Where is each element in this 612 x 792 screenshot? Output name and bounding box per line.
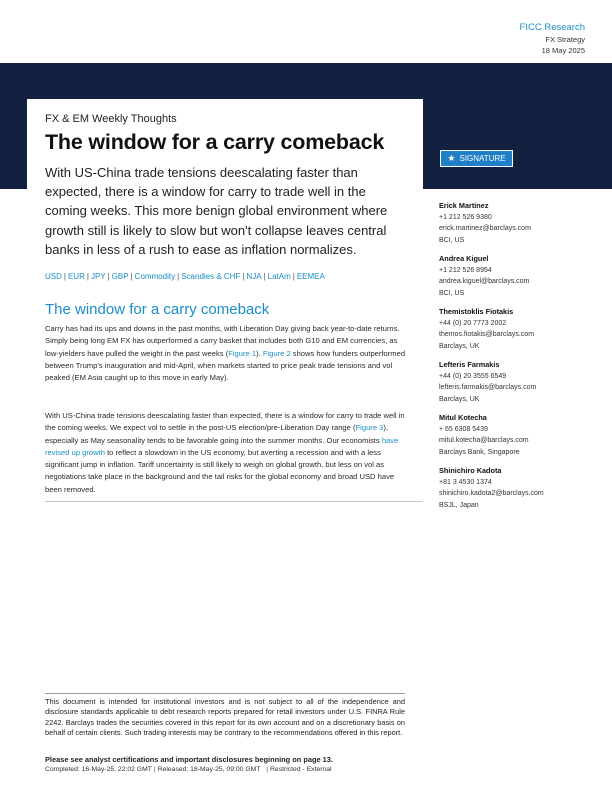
completed-timestamp: Completed: 16-May-25, 22:02 GMT — [45, 766, 152, 773]
topic-tag-link[interactable]: NJA — [246, 272, 262, 281]
strategy-label: FX Strategy — [545, 35, 585, 44]
tag-separator: | — [242, 272, 245, 281]
paragraph-text: With US-China trade tensions deescalating faster than expected, there is a window for carry to trade well in the coming weeks. We expect vol to settle in the post-US election/pre-Liberation Day range ( — [45, 411, 405, 433]
analyst-email[interactable]: mitul.kotecha@barclays.com — [439, 437, 529, 444]
topic-tag-link[interactable]: JPY — [90, 272, 106, 281]
analyst-name: Mitul Kotecha — [439, 413, 487, 422]
topic-tag-link[interactable]: Scandies & CHF — [181, 272, 241, 281]
signature-badge — [440, 150, 513, 167]
body-paragraph-1 — [45, 323, 410, 384]
topic-tag-link[interactable]: USD — [45, 272, 62, 281]
tag-separator: | — [263, 272, 266, 281]
division-label: FICC Research — [519, 22, 585, 33]
paragraph-text: ). — [256, 348, 263, 358]
tag-separator: | — [177, 272, 180, 281]
publication-meta: Completed: 16-May-25, 22:02 GMT | Released: 18-May-25, 09:00 GMT | Restricted - External — [45, 766, 332, 773]
analyst-email[interactable]: shinichiro.kadota2@barclays.com — [439, 490, 544, 497]
topic-tag-link[interactable]: Commodity — [134, 272, 176, 281]
analyst-entity: BSJL, Japan — [439, 501, 479, 509]
analyst-contacts — [439, 200, 589, 518]
topic-tag-link[interactable]: EEMEA — [296, 272, 325, 281]
analyst-name: Lefteris Farmakis — [439, 360, 500, 369]
growth-revision-link[interactable]: have revised up growth — [45, 435, 399, 457]
tag-separator: | — [292, 272, 295, 281]
paragraph-text: ), especially as May seasonality tends to be favorable going into the summer months. Our economists — [45, 423, 389, 445]
paragraph-text: to reflect a slowdown in the US economy, but averting a recession and with a less significant jump in inflation. Tariff uncertainty is still likely to weigh on global growth, but less on vol as negotiations take place in the background and the tail risks for the global economy and broad USD have been removed. — [45, 447, 395, 494]
analyst-entity: Barclays, UK — [439, 342, 480, 350]
analyst-phone: +1 212 526 9380 — [439, 213, 492, 221]
analyst-card — [439, 200, 589, 246]
classification-label: Restricted - External — [270, 766, 332, 773]
paragraph-text: shows how funders outperformed between Trump's inauguration and mid-April, when markets started to price peak trade tensions and vol peaked (EM Asia caught up to this move in early May). — [45, 348, 406, 383]
analyst-card — [439, 253, 589, 299]
paragraph-text: Carry has had its ups and downs in the past months, with Liberation Day giving back year-to-date returns. Simply being long EM FX has outperformed a carry basket that includes both G10 and EM currencies, as low-yielders have pulled the weight in the past weeks ( — [45, 324, 400, 358]
analyst-name: Shinichiro Kadota — [439, 466, 502, 475]
analyst-phone: +1 212 526 8954 — [439, 266, 492, 274]
analyst-email[interactable]: andrea.kiguel@barclays.com — [439, 278, 530, 285]
analyst-entity: BCI, US — [439, 236, 465, 244]
analyst-phone: + 65 6308 5439 — [439, 425, 488, 433]
analyst-entity: Barclays, UK — [439, 395, 480, 403]
report-kicker: FX & EM Weekly Thoughts — [45, 113, 177, 125]
signature-label: SIGNATURE — [459, 154, 506, 163]
body-paragraph-2 — [45, 410, 410, 496]
disclaimer-text: This document is intended for institutional investors and is not subject to all of the independence and disclosure standards applicable to debt research reports prepared for retail investors under U.S. FINRA Rule 2242. Barclays trades the securities covered in this report for its own account and on a discretionary basis on behalf of certain clients. Such trading interests may be contrary to the recommendations offered in this report. — [45, 697, 405, 737]
analyst-phone: +44 (0) 20 7773 2002 — [439, 319, 507, 327]
analyst-entity: Barclays Bank, Singapore — [439, 448, 520, 456]
analyst-card — [439, 465, 589, 511]
report-header — [520, 22, 585, 56]
analyst-phone: +44 (0) 20 3555 6549 — [439, 372, 507, 380]
released-timestamp: Released: 18-May-25, 09:00 GMT — [157, 766, 261, 773]
tag-separator: | — [86, 272, 89, 281]
content-divider — [45, 501, 423, 502]
figure-2-link[interactable]: Figure 2 — [262, 348, 291, 358]
section-heading: The window for a carry comeback — [45, 301, 270, 318]
figure-3-link[interactable]: Figure 3 — [355, 423, 384, 433]
certifications-note: Please see analyst certifications and important disclosures beginning on page 13. — [45, 755, 333, 764]
topic-tag-link[interactable]: GBP — [111, 272, 129, 281]
footer-divider — [45, 693, 405, 694]
tag-separator: | — [63, 272, 66, 281]
analyst-card — [439, 306, 589, 352]
analyst-name: Erick Martinez — [439, 201, 489, 210]
analyst-card — [439, 359, 589, 405]
analyst-name: Andrea Kiguel — [439, 254, 489, 263]
report-date: 18 May 2025 — [541, 46, 585, 55]
analyst-email[interactable]: themos.fiotakis@barclays.com — [439, 331, 535, 338]
analyst-phone: +81 3 4530 1374 — [439, 478, 492, 486]
tag-separator: | — [107, 272, 110, 281]
tag-separator: | — [130, 272, 133, 281]
analyst-entity: BCI, US — [439, 289, 465, 297]
analyst-email[interactable]: lefteris.farmakis@barclays.com — [439, 384, 537, 391]
topic-tags — [45, 272, 325, 281]
star-icon: ★ — [447, 153, 456, 163]
topic-tag-link[interactable]: LatAm — [267, 272, 291, 281]
analyst-name: Themistoklis Fiotakis — [439, 307, 514, 316]
analyst-card — [439, 412, 589, 458]
analyst-email[interactable]: erick.martinez@barclays.com — [439, 225, 531, 232]
report-title: The window for a carry comeback — [45, 130, 385, 154]
figure-1-link[interactable]: Figure 1 — [228, 348, 257, 358]
topic-tag-link[interactable]: EUR — [67, 272, 85, 281]
report-summary: With US-China trade tensions deescalating faster than expected, there is a window for carry to trade well in the coming weeks. This more benign global environment where growth still is likely to slow but won't collapse leaves central banks in less of a rush to ease as inflation normalizes. — [45, 165, 388, 257]
